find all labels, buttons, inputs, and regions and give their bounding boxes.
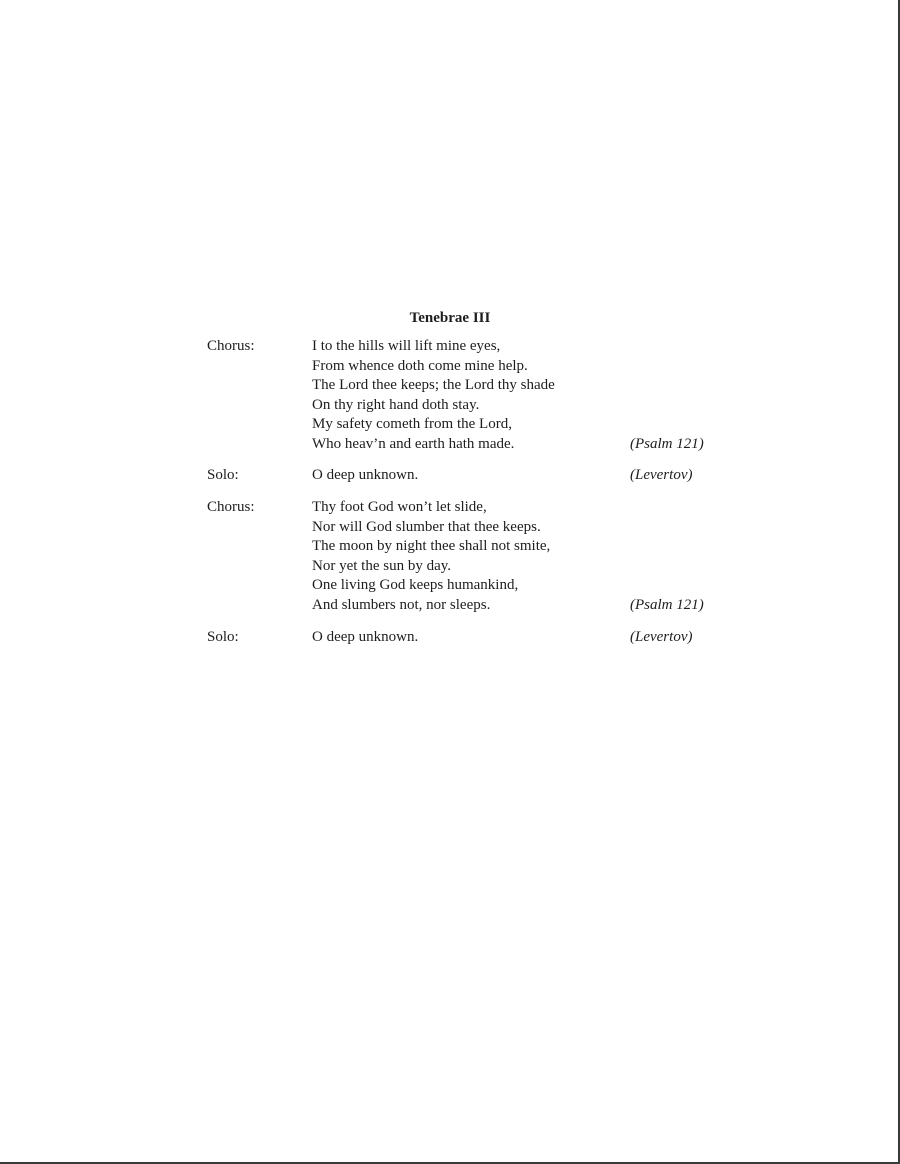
verse-line: On thy right hand doth stay. — [312, 396, 480, 413]
speaker-label: Solo: — [207, 467, 239, 483]
verse-line: One living God keeps humankind, — [312, 577, 519, 593]
source-citation: (Levertov) — [630, 467, 693, 483]
verse-lines — [312, 628, 418, 648]
verse-line: O deep unknown. — [312, 629, 419, 645]
verse-line: And slumbers not, nor sleeps. — [312, 596, 491, 613]
verse-lines — [312, 466, 418, 486]
speaker-label: Chorus: — [207, 499, 255, 515]
verse-line: The Lord thee keeps; the Lord thy shade — [312, 377, 555, 393]
verse-line: Thy foot God won’t let slide, — [312, 499, 487, 515]
verse-line: Nor will God slumber that thee keeps. — [312, 518, 541, 535]
verse-line: O deep unknown. — [312, 467, 419, 483]
speaker-label: Solo: — [207, 629, 239, 645]
verse-lines — [312, 337, 555, 454]
verse-line: From whence doth come mine help. — [312, 357, 528, 374]
source-citation: (Psalm 121) — [630, 596, 704, 613]
speaker-label: Chorus: — [207, 338, 255, 354]
verse-line: The moon by night thee shall not smite, — [312, 538, 551, 554]
verse-line: I to the hills will lift mine eyes, — [312, 338, 501, 354]
source-citation: (Levertov) — [630, 629, 693, 645]
source-citation: (Psalm 121) — [630, 435, 704, 452]
verse-line: Who heav’n and earth hath made. — [312, 435, 515, 452]
verse-line: My safety cometh from the Lord, — [312, 416, 512, 432]
page-title: Tenebrae III — [409, 310, 491, 326]
verse-line: Nor yet the sun by day. — [312, 557, 451, 574]
verse-lines — [312, 498, 550, 615]
